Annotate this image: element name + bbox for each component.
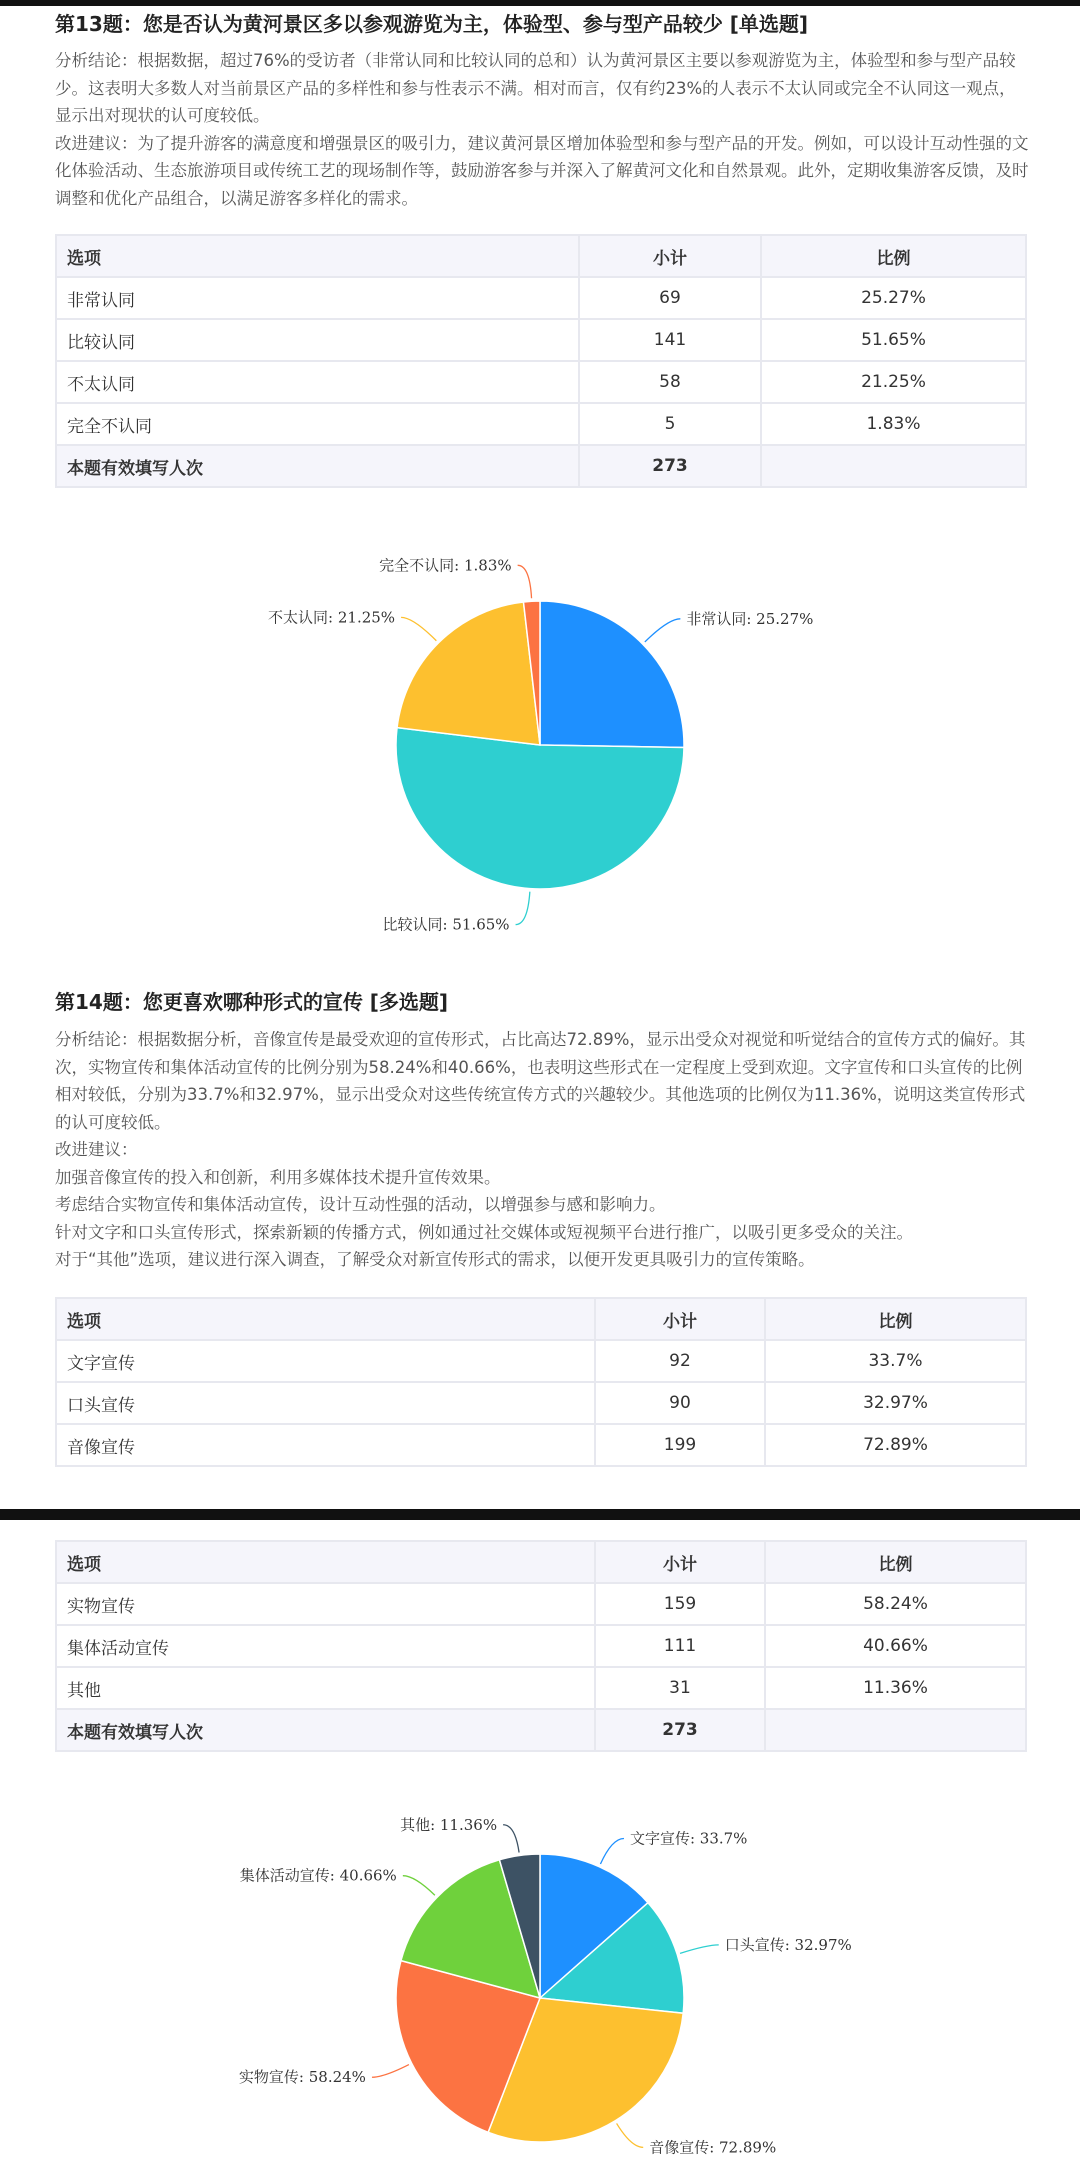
footer-count: 273 — [579, 445, 761, 487]
pie-slice — [396, 728, 684, 889]
pie-leader-line — [401, 617, 436, 640]
table-row — [56, 277, 1026, 319]
table-footer-row — [56, 1709, 1026, 1751]
q13-suggestion: 改进建议：为了提升游客的满意度和增强景区的吸引力，建议黄河景区增加体验型和参与型产品的开发。例如，可以设计互动性强的文化体验活动、生态旅游项目或传统工艺的现场制作等，鼓励游客参与并深入了解黄河文化和自然景观。此外，定期收集游客反馈，及时调整和优化产品组合，以满足游客多样化的需求。 — [55, 133, 1029, 208]
cell-count: 31 — [595, 1667, 765, 1709]
q14-suggestion-line: 对于“其他”选项，建议进行深入调查，了解受众对新宣传形式的需求，以便开发更具吸引力的宣传策略。 — [55, 1250, 815, 1269]
top-divider — [0, 0, 1080, 6]
cell-count: 111 — [595, 1625, 765, 1667]
cell-option: 口头宣传 — [56, 1382, 595, 1424]
cell-option: 集体活动宣传 — [56, 1625, 595, 1667]
pie-leader-line — [518, 565, 532, 598]
cell-count: 90 — [595, 1382, 765, 1424]
cell-option: 文字宣传 — [56, 1340, 595, 1382]
col-header-option: 选项 — [56, 1541, 595, 1583]
q13-table — [55, 234, 1027, 488]
pie-slice-label: 集体活动宣传: 40.66% — [239, 1866, 397, 1885]
pie-slice-label: 其他: 11.36% — [400, 1815, 498, 1834]
page-divider — [0, 1509, 1080, 1520]
table-header-row — [56, 1298, 1026, 1340]
cell-option: 完全不认同 — [56, 403, 579, 445]
table-row — [56, 319, 1026, 361]
col-header-option: 选项 — [56, 235, 579, 277]
q13-text — [55, 47, 1030, 212]
cell-ratio: 21.25% — [761, 361, 1026, 403]
footer-empty — [765, 1709, 1026, 1751]
table-header-row — [56, 235, 1026, 277]
table-row — [56, 1340, 1026, 1382]
cell-ratio: 33.7% — [765, 1340, 1026, 1382]
pie-slice-label: 音像宣传: 72.89% — [649, 2138, 777, 2157]
pie-slice-label: 不太认同: 21.25% — [268, 608, 396, 627]
pie-leader-line — [503, 1825, 519, 1853]
col-header-ratio: 比例 — [765, 1298, 1026, 1340]
cell-count: 92 — [595, 1340, 765, 1382]
table-row — [56, 1382, 1026, 1424]
cell-ratio: 1.83% — [761, 403, 1026, 445]
cell-option: 不太认同 — [56, 361, 579, 403]
cell-count: 69 — [579, 277, 761, 319]
q13-pie-chart — [0, 535, 1080, 955]
pie-leader-line — [617, 2123, 644, 2147]
table-row — [56, 1667, 1026, 1709]
table-row — [56, 361, 1026, 403]
q14-pie-chart — [0, 1795, 1080, 2172]
cell-option: 实物宣传 — [56, 1583, 595, 1625]
pie-slice-label: 比较认同: 51.65% — [382, 915, 510, 934]
pie-leader-line — [516, 892, 530, 925]
cell-ratio: 25.27% — [761, 277, 1026, 319]
pie-leader-line — [680, 1945, 719, 1954]
table-header-row — [56, 1541, 1026, 1583]
cell-count: 159 — [595, 1583, 765, 1625]
pie-slice-label: 实物宣传: 58.24% — [238, 2068, 366, 2087]
pie-slice — [397, 602, 540, 745]
col-header-count: 小计 — [595, 1298, 765, 1340]
pie-leader-line — [645, 619, 681, 642]
pie-slice-label: 非常认同: 25.27% — [686, 609, 814, 628]
footer-label: 本题有效填写人次 — [56, 1709, 595, 1751]
table-row — [56, 1625, 1026, 1667]
cell-option: 其他 — [56, 1667, 595, 1709]
col-header-ratio: 比例 — [761, 235, 1026, 277]
q14-suggestion-line: 针对文字和口头宣传形式，探索新颖的传播方式，例如通过社交媒体或短视频平台进行推广，以吸引更多受众的关注。 — [55, 1222, 913, 1242]
cell-option: 音像宣传 — [56, 1424, 595, 1466]
q14-analysis: 分析结论：根据数据分析，音像宣传是最受欢迎的宣传形式，占比高达72.89%，显示出受众对视觉和听觉结合的宣传方式的偏好。其次，实物宣传和集体活动宣传的比例分别为58.24%和40.66%，也表明这些形式在一定程度上受到欢迎。文字宣传和口头宣传的比例相对较低，分别为33.7%和32.97%，显示出受众对这些传统宣传方式的兴趣较少。其他选项的比例仅为11.36%，说明这类宣传形式的认可度较低。 — [55, 1030, 1026, 1132]
cell-ratio: 32.97% — [765, 1382, 1026, 1424]
pie-leader-line — [372, 2065, 409, 2078]
cell-count: 5 — [579, 403, 761, 445]
cell-ratio: 11.36% — [765, 1667, 1026, 1709]
q14-table-part2 — [55, 1540, 1027, 1752]
q14-text — [55, 1026, 1030, 1274]
q14-suggestion-line: 考虑结合实物宣传和集体活动宣传，设计互动性强的活动，以增强参与感和影响力。 — [55, 1195, 666, 1214]
cell-ratio: 72.89% — [765, 1424, 1026, 1466]
col-header-count: 小计 — [579, 235, 761, 277]
q14-suggestion-line: 改进建议： — [55, 1140, 138, 1159]
pie-slice — [540, 601, 684, 747]
pie-slice-label: 完全不认同: 1.83% — [379, 556, 512, 575]
footer-label: 本题有效填写人次 — [56, 445, 579, 487]
q14-suggestion-line: 加强音像宣传的投入和创新，利用多媒体技术提升宣传效果。 — [55, 1167, 501, 1187]
table-row — [56, 1424, 1026, 1466]
col-header-count: 小计 — [595, 1541, 765, 1583]
table-row — [56, 403, 1026, 445]
pie-slice-label: 口头宣传: 32.97% — [724, 1935, 852, 1954]
table-row — [56, 1583, 1026, 1625]
cell-option: 非常认同 — [56, 277, 579, 319]
cell-ratio: 40.66% — [765, 1625, 1026, 1667]
footer-empty — [761, 445, 1026, 487]
col-header-ratio: 比例 — [765, 1541, 1026, 1583]
pie-leader-line — [600, 1838, 624, 1864]
pie-slice-label: 文字宣传: 33.7% — [629, 1829, 748, 1848]
table-footer-row — [56, 445, 1026, 487]
cell-count: 58 — [579, 361, 761, 403]
footer-count: 273 — [595, 1709, 765, 1751]
q14-table-part1 — [55, 1297, 1027, 1467]
cell-count: 141 — [579, 319, 761, 361]
cell-ratio: 58.24% — [765, 1583, 1026, 1625]
pie-leader-line — [403, 1876, 435, 1896]
q13-title: 第13题：您是否认为黄河景区多以参观游览为主，体验型、参与型产品较少 [单选题] — [55, 12, 809, 36]
col-header-option: 选项 — [56, 1298, 595, 1340]
cell-count: 199 — [595, 1424, 765, 1466]
q14-title: 第14题：您更喜欢哪种形式的宣传 [多选题] — [55, 990, 449, 1014]
q13-analysis: 分析结论：根据数据，超过76%的受访者（非常认同和比较认同的总和）认为黄河景区主要以参观游览为主，体验型和参与型产品较少。这表明大多数人对当前景区产品的多样性和参与性表示不满。相对而言，仅有约23%的人表示不太认同或完全不认同这一观点，显示出对现状的认可度较低。 — [55, 51, 1016, 125]
cell-option: 比较认同 — [56, 319, 579, 361]
cell-ratio: 51.65% — [761, 319, 1026, 361]
